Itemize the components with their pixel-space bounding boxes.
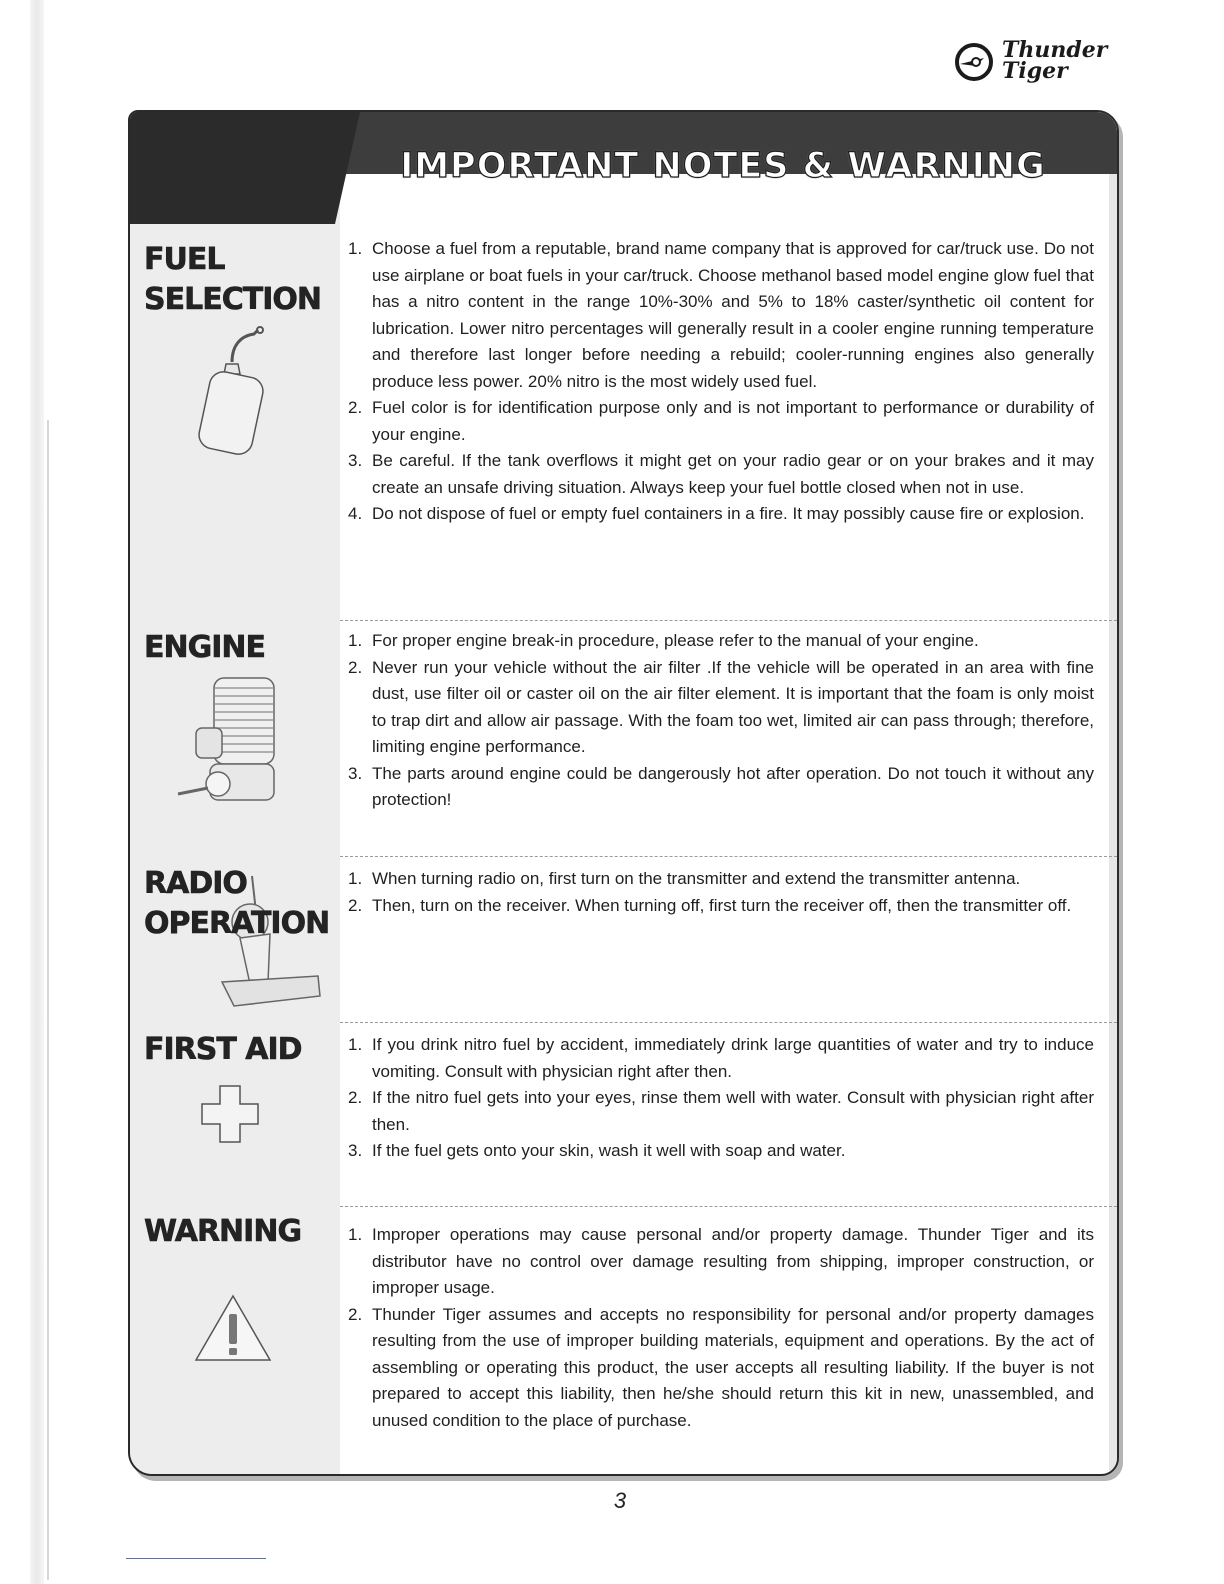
logo-line-2: Tiger	[1002, 58, 1068, 84]
scan-edge-shadow	[30, 0, 44, 1584]
list-item: 4. Do not dispose of fuel or empty fuel containers in a fire. It may possibly cause fire or explosion.	[348, 504, 1085, 523]
warning-triangle-icon	[192, 1292, 274, 1364]
list-item: 1. When turning radio on, first turn on the transmitter and extend the transmitter antenna.	[348, 869, 1021, 888]
warning-list	[348, 1222, 1094, 1434]
list-item: 2. Fuel color is for identification purpose only and is not important to performance or durability of your engine.	[348, 398, 1094, 444]
engine-icon	[174, 672, 294, 812]
notes-panel	[128, 110, 1119, 1476]
list-item: 1. Choose a fuel from a reputable, brand name company that is approved for car/truck use. Do not use airplane or boat fuels in your car/truck. Choose methanol based model engine glow fuel that has a nitro content in the range 10%-30% and 5% to 18% caster/synthetic oil content for lubrication. Lower nitro percentages will generally result in a cooler engine running temperature and therefore last longer before needing a rebuild; cooler-running engines also generally produce less power. 20% nitro is the most widely used fuel.	[348, 239, 1094, 391]
list-item: 3. Be careful. If the tank overflows it might get on your radio gear or on your brakes and it may create an unsafe driving situation. Always keep your fuel bottle closed when not in use.	[348, 451, 1094, 497]
scan-edge-line	[47, 420, 49, 1580]
section-title: FUEL SELECTION	[144, 242, 321, 317]
engine-list	[348, 628, 1094, 814]
page-title: IMPORTANT NOTES & WARNING	[400, 146, 1046, 187]
radio-operation-list	[348, 866, 1094, 919]
fuel-selection-list	[348, 236, 1094, 528]
section-title: ENGINE	[144, 630, 265, 665]
page-number: 3	[613, 1488, 627, 1513]
logo-emblem-icon	[954, 42, 994, 82]
section-title: RADIO OPERATION	[144, 866, 330, 941]
logo-line-1: Thunder	[1002, 37, 1108, 63]
thunder-tiger-logo	[954, 37, 1114, 90]
list-item: 1. If you drink nitro fuel by accident, immediately drink large quantities of water and try to induce vomiting. Consult with physician right after then.	[348, 1035, 1094, 1081]
first-aid-list	[348, 1032, 1094, 1165]
list-item: 2. Never run your vehicle without the air filter .If the vehicle will be operated in an area with fine dust, use filter oil or caster oil on the air filter element. It is important that the foam is only moist to trap dirt and allow air passage. With the foam too wet, limited air can pass through; therefore, limiting engine performance.	[348, 657, 1094, 756]
logo-wordmark	[1002, 37, 1108, 84]
list-item: 2. Thunder Tiger assumes and accepts no responsibility for personal and/or property damages resulting from the use of improper building materials, equipment and operations. By the act of assembling or operating this product, the user accepts all resulting liability. If the buyer is not prepared to accept this liability, then he/she should return this kit in new, unassembled, and unused condition to the place of purchase.	[348, 1304, 1094, 1430]
fuel-bottle-icon	[188, 326, 278, 456]
list-item: 3. The parts around engine could be dangerously hot after operation. Do not touch it without any protection!	[348, 763, 1094, 809]
section-divider	[340, 856, 1117, 857]
list-item: 3. If the fuel gets onto your skin, wash it well with soap and water.	[348, 1141, 846, 1160]
list-item: 1. For proper engine break-in procedure, please refer to the manual of your engine.	[348, 631, 979, 650]
section-divider	[340, 620, 1117, 621]
first-aid-cross-icon	[198, 1082, 262, 1146]
list-item: 2. If the nitro fuel gets into your eyes, rinse them well with water. Consult with physician right after then.	[348, 1088, 1094, 1134]
section-divider	[340, 1206, 1117, 1207]
header-corner-decoration	[130, 112, 360, 224]
section-divider	[340, 1022, 1117, 1023]
panel-edge-shade	[1109, 112, 1117, 1474]
list-item: 2. Then, turn on the receiver. When turning off, first turn the receiver off, then the transmitter off.	[348, 895, 1072, 915]
footnote-rule	[126, 1558, 266, 1559]
list-item: 1. Improper operations may cause personal and/or property damage. Thunder Tiger and its distributor have no control over damage resulting from shipping, improper construction, or improper usage.	[348, 1225, 1094, 1297]
section-title: WARNING	[144, 1214, 302, 1249]
section-title: FIRST AID	[144, 1032, 302, 1067]
